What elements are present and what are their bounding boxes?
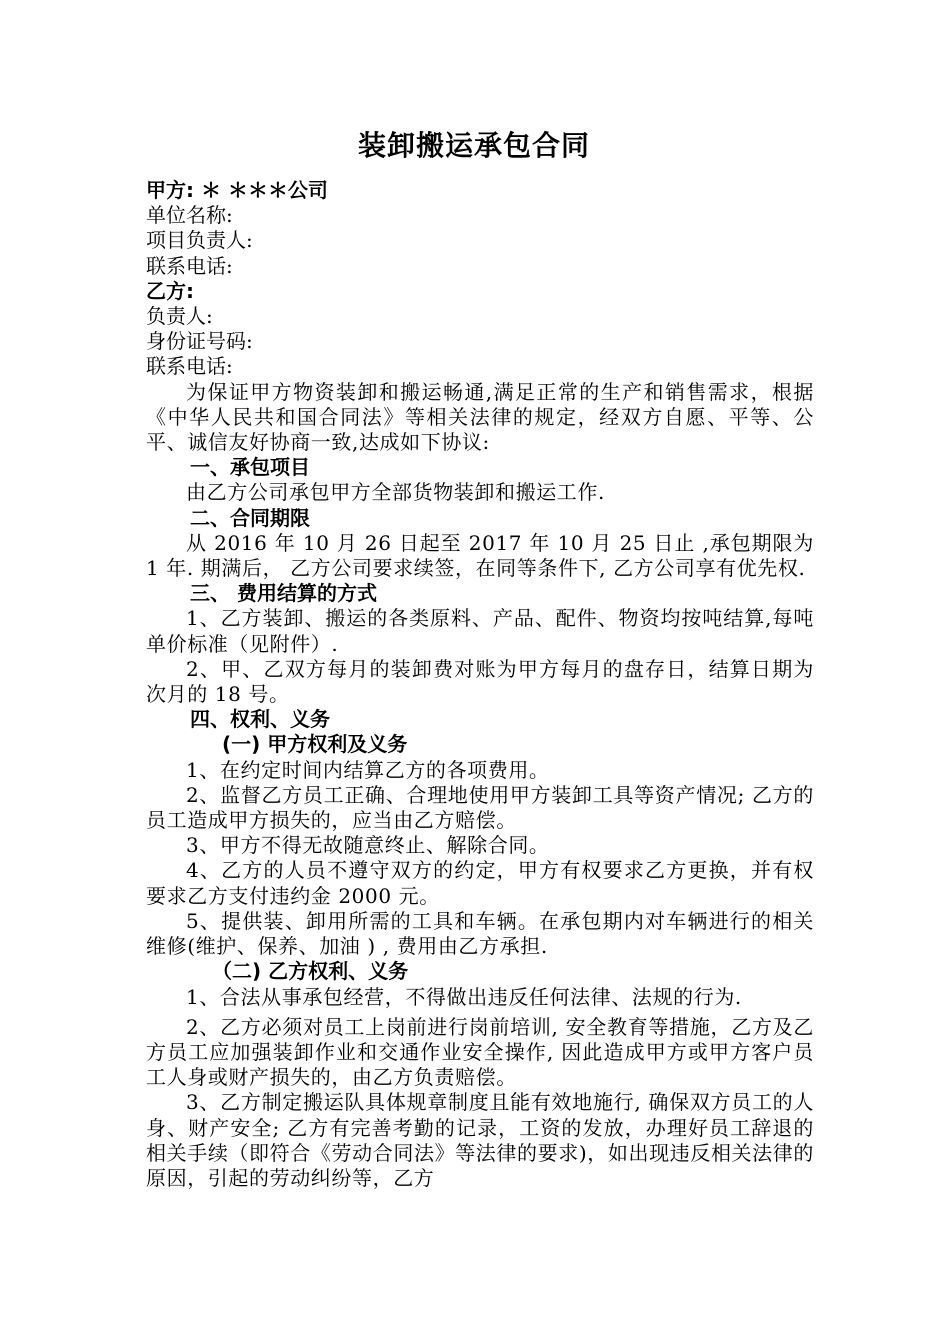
party-b-field-phone: 联系电话: bbox=[146, 354, 233, 379]
party-a-label: 甲方: ＊ ＊＊＊公司 bbox=[146, 178, 328, 202]
intro-paragraph: 为保证甲方物资装卸和搬运畅通,满足正常的生产和销售需求，根据《中华人民共和国合同法》等相关法律的规定，经双方自愿、平等、公平、诚信友好协商一致,达成如下协议: bbox=[146, 379, 814, 455]
document-title: 装卸搬运承包合同 bbox=[357, 129, 590, 162]
section-4b-item-1: 1、合法从事承包经营，不得做出违反任何法律、法规的行为. bbox=[186, 984, 742, 1009]
section-4a-item-4: 4、乙方的人员不遵守双方的约定，甲方有权要求乙方更换，并有权要求乙方支付违约金 2000 元。 bbox=[146, 858, 814, 908]
section-4a-item-2: 2、监督乙方员工正确、合理地使用甲方装卸工具等资产情况; 乙方的员工造成甲方损失的，应当由乙方赔偿。 bbox=[146, 782, 814, 833]
section-2-heading: 二、合同期限 bbox=[190, 505, 310, 530]
section-4a-item-5: 5、提供装、卸用所需的工具和车辆。在承包期内对车辆进行的相关维修(维护、保养、加油 ) , 费用由乙方承担. bbox=[146, 908, 814, 959]
section-3-item-1: 1、乙方装卸、搬运的各类原料、产品、配件、物资均按吨结算,每吨单价标准（见附件）. bbox=[146, 606, 814, 656]
section-4a-heading: (一) 甲方权利及义务 bbox=[222, 732, 408, 757]
section-4a-item-3: 3、甲方不得无故随意终止、解除合同。 bbox=[186, 833, 550, 858]
party-b-label: 乙方: bbox=[146, 278, 194, 303]
party-a-field-project-lead: 项目负责人: bbox=[146, 228, 253, 253]
section-1-text: 由乙方公司承包甲方全部货物装卸和搬运工作. bbox=[186, 480, 605, 505]
section-4a-item-1: 1、在约定时间内结算乙方的各项费用。 bbox=[186, 757, 550, 782]
section-4b-item-2: 2、乙方必须对员工上岗前进行岗前培训, 安全教育等措施，乙方及乙方员工应加强装卸作业和交通作业安全操作, 因此造成甲方或甲方客户员工人身或财产损失的，由乙方负责赔偿。 bbox=[146, 1014, 814, 1090]
section-4-heading: 四、权利、义务 bbox=[190, 707, 330, 732]
section-4b-item-3: 3、乙方制定搬运队具体规章制度且能有效地施行, 确保双方员工的人身、财产安全; 乙方有完善考勤的记录，工资的发放，办理好员工辞退的相关手续（即符合《劳动合同法》等法律的要求)，如出现违反相关法律的原因，引起的劳动纠纷等，乙方 bbox=[146, 1090, 814, 1190]
party-b-field-lead: 负责人: bbox=[146, 304, 213, 329]
party-a-field-unit-name: 单位名称: bbox=[146, 203, 233, 228]
section-1-heading: 一、承包项目 bbox=[190, 455, 310, 480]
party-a-field-phone: 联系电话: bbox=[146, 253, 233, 278]
contract-page bbox=[146, 128, 814, 1191]
party-b-field-id-number: 身份证号码: bbox=[146, 329, 253, 354]
section-3-heading: 三、 费用结算的方式 bbox=[190, 581, 377, 606]
section-3-item-2: 2、甲、乙双方每月的装卸费对账为甲方每月的盘存日，结算日期为次月的 18 号。 bbox=[146, 656, 814, 707]
section-4b-heading: （二) 乙方权利、义务 bbox=[212, 959, 409, 984]
section-2-text: 从 2016 年 10 月 26 日起至 2017 年 10 月 25 日止 ,承包期限为 1 年. 期满后， 乙方公司要求续签，在同等条件下, 乙方公司享有优先权. bbox=[146, 530, 814, 581]
